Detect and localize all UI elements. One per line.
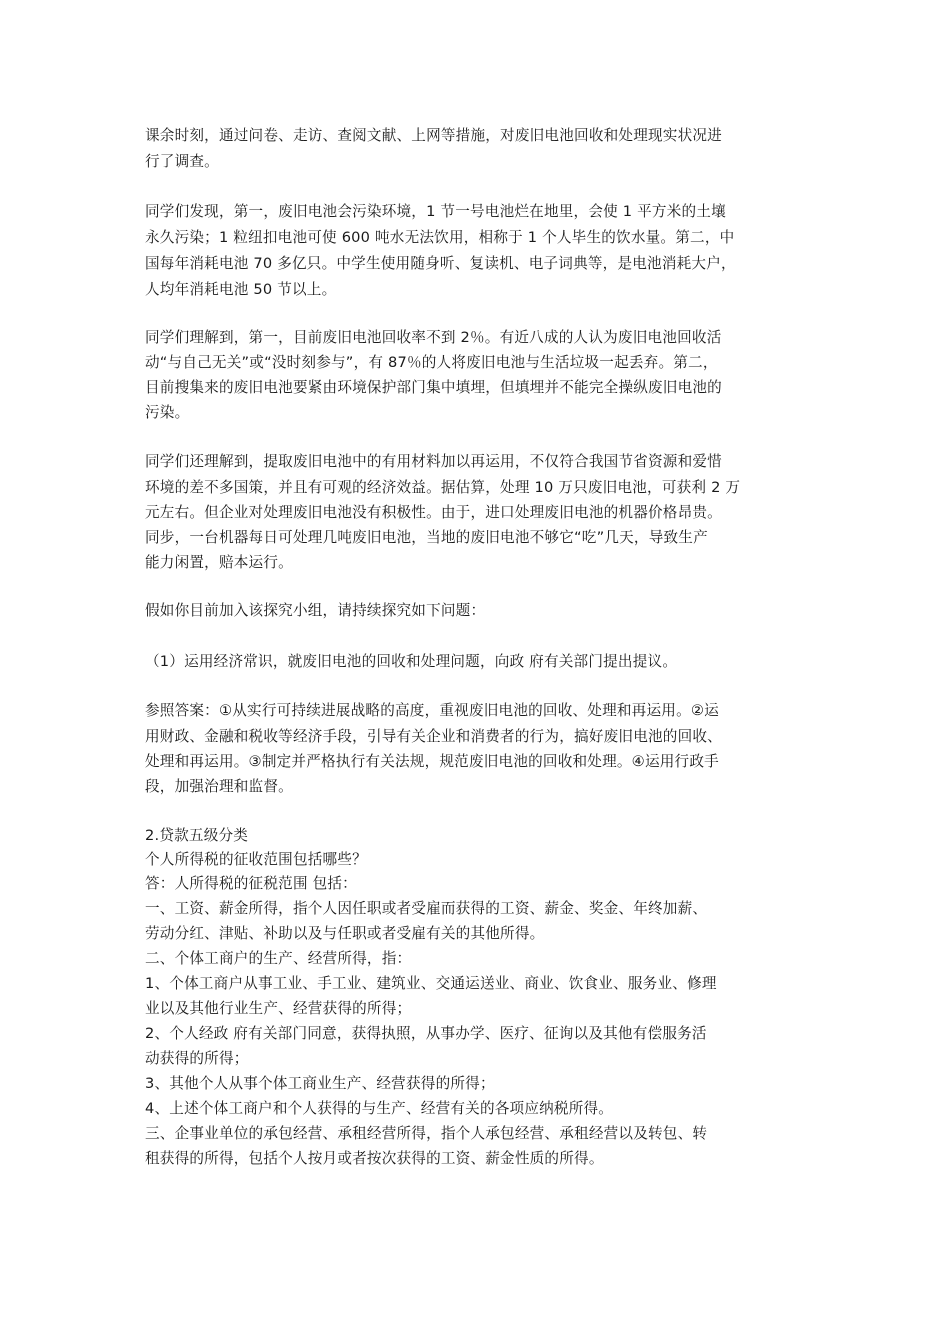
text-line: 用财政、金融和税收等经济手段，引导有关企业和消费者的行为，搞好废旧电池的回收、 (145, 728, 722, 745)
text-line: 动获得的所得； (145, 1050, 249, 1067)
text-line: 环境的差不多国策，并且有可观的经济效益。据估算，处理 10 万只废旧电池，可获利 2 万 (145, 479, 741, 496)
section-heading: 2.贷款五级分类 (145, 827, 249, 844)
text-line: 业以及其他行业生产、经营获得的所得； (145, 1000, 412, 1017)
text-line: 行了调查。 (145, 153, 219, 170)
text-line: 污染。 (145, 404, 190, 421)
text-line: 三、企事业单位的承包经营、承租经营所得，指个人承包经营、承租经营以及转包、转 (145, 1125, 708, 1142)
text-line: 同学们发现，第一，废旧电池会污染环境，1 节一号电池烂在地里，会使 1 平方米的土壤 (145, 203, 726, 220)
text-line: 3、其他个人从事个体工商业生产、经营获得的所得； (145, 1075, 495, 1092)
text-line: 1、个体工商户从事工业、手工业、建筑业、交通运送业、商业、饮食业、服务业、修理 (145, 975, 717, 992)
text-line: 能力闲置，赔本运行。 (145, 554, 293, 571)
text-line: 二、个体工商户的生产、经营所得，指： (145, 950, 412, 967)
text-line: 同学们理解到，第一，目前废旧电池回收率不到 2％。有近八成的人认为废旧电池回收活 (145, 329, 722, 346)
text-line: 段，加强治理和监督。 (145, 778, 293, 795)
text-line: 租获得的所得，包括个人按月或者按次获得的工资、薪金性质的所得。 (145, 1150, 604, 1167)
text-line: 永久污染；1 粒纽扣电池可使 600 吨水无法饮用，相称于 1 个人毕生的饮水量。第二，中 (145, 229, 735, 246)
text-line: 同步，一台机器每日可处理几吨废旧电池，当地的废旧电池不够它“吃”几天，导致生产 (145, 529, 708, 546)
text-line: 人均年消耗电池 50 节以上。 (145, 281, 337, 298)
text-line: 2、个人经政 府有关部门同意，获得执照，从事办学、医疗、征询以及其他有偿服务活 (145, 1025, 707, 1042)
text-line: 处理和再运用。③制定并严格执行有关法规，规范废旧电池的回收和处理。④运用行政手 (145, 753, 719, 770)
text-line: 元左右。但企业对处理废旧电池没有积极性。由于，进口处理废旧电池的机器价格昂贵。 (145, 504, 722, 521)
text-line: 动“与自己无关”或“没时刻参与”，有 87％的人将废旧电池与生活垃圾一起丢弃。第二， (145, 354, 718, 371)
text-line: 4、上述个体工商户和个人获得的与生产、经营有关的各项应纳税所得。 (145, 1100, 614, 1117)
text-line: 国每年消耗电池 70 多亿只。中学生使用随身听、复读机、电子词典等，是电池消耗大户， (145, 255, 736, 272)
text-line: 课余时刻，通过问卷、走访、查阅文献、上网等措施，对废旧电池回收和处理现实状况进 (145, 127, 722, 144)
text-line: （1）运用经济常识，就废旧电池的回收和处理问题，向政 府有关部门提出提议。 (145, 653, 678, 670)
text-line: 参照答案：①从实行可持续进展战略的高度，重视废旧电池的回收、处理和再运用。②运 (145, 702, 719, 719)
text-line: 目前搜集来的废旧电池要紧由环境保护部门集中填埋，但填埋并不能完全操纵废旧电池的 (145, 379, 722, 396)
text-line: 假如你目前加入该探究小组，请持续探究如下问题： (145, 602, 486, 619)
answer-text: 答：人所得税的征税范围 包括： (145, 875, 357, 892)
question-text: 个人所得税的征收范围包括哪些？ (145, 851, 367, 868)
text-line: 同学们还理解到，提取废旧电池中的有用材料加以再运用，不仅符合我国节省资源和爱惜 (145, 453, 722, 470)
text-line: 一、工资、薪金所得，指个人因任职或者受雇而获得的工资、薪金、奖金、年终加薪、 (145, 900, 708, 917)
text-line: 劳动分红、津贴、补助以及与任职或者受雇有关的其他所得。 (145, 925, 545, 942)
